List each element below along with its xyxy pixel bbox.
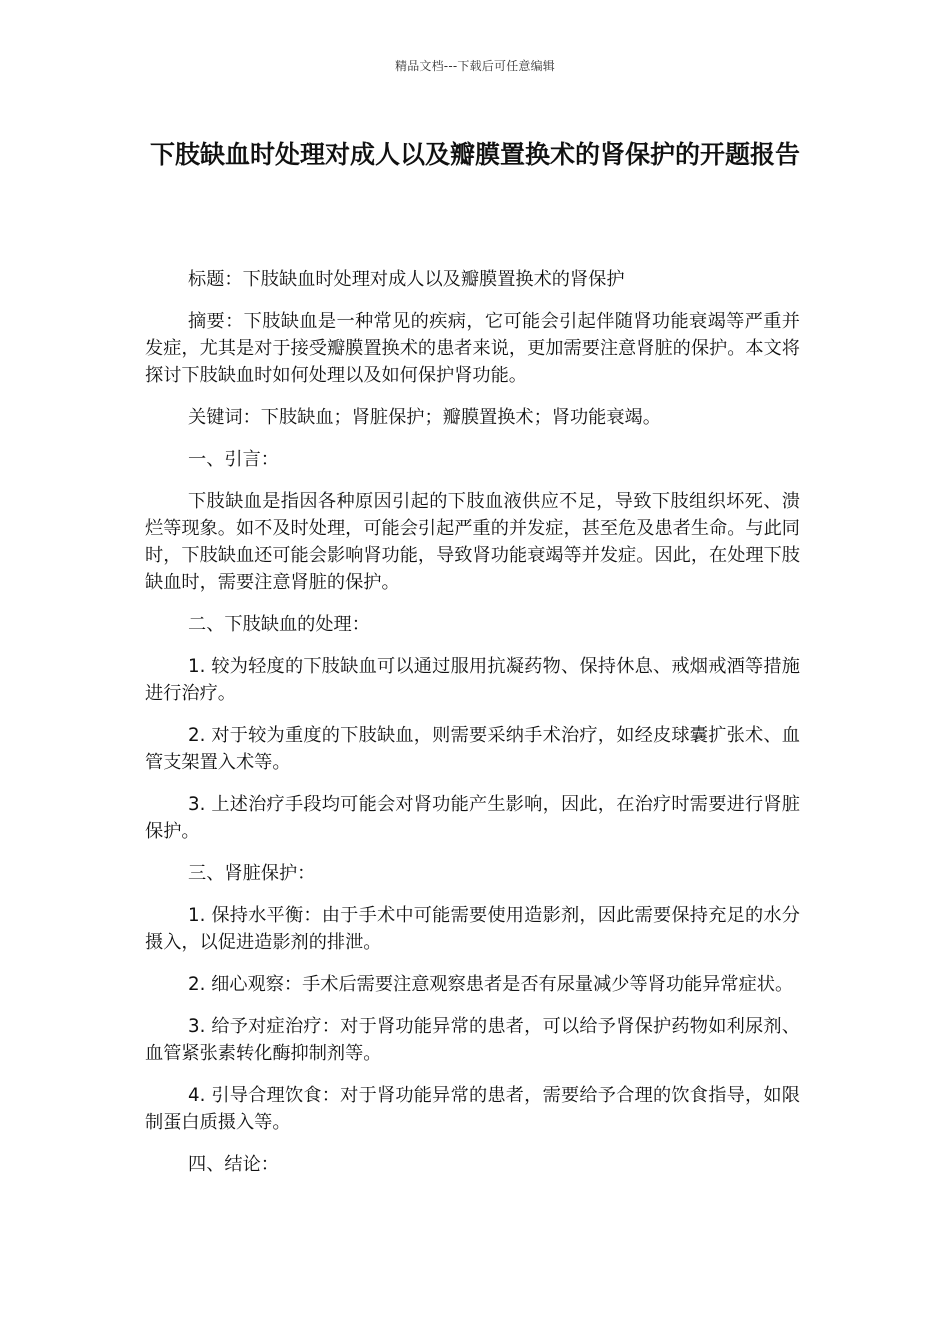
section-heading-conclusion: 四、结论： (188, 1154, 279, 1175)
section-heading-introduction: 一、引言： (188, 449, 279, 470)
document-title: 下肢缺血时处理对成人以及瓣膜置换术的肾保护的开题报告 (149, 140, 800, 169)
list-item-treatment-1: 1. 较为轻度的下肢缺血可以通过服用抗凝药物、保持休息、戒烟戒酒等措施进行治疗。 (145, 656, 800, 704)
list-item-treatment-3: 3. 上述治疗手段均可能会对肾功能产生影响，因此，在治疗时需要进行肾脏保护。 (145, 794, 800, 842)
list-item-treatment-2: 2. 对于较为重度的下肢缺血，则需要采纳手术治疗，如经皮球囊扩张术、血管支架置入术等。 (145, 725, 800, 773)
section-heading-kidney-protection: 三、肾脏保护： (188, 863, 316, 884)
list-item-protection-4: 4. 引导合理饮食：对于肾功能异常的患者，需要给予合理的饮食指导，如限制蛋白质摄入等。 (145, 1085, 800, 1133)
paragraph-introduction: 下肢缺血是指因各种原因引起的下肢血液供应不足，导致下肢组织坏死、溃烂等现象。如不及时处理，可能会引起严重的并发症，甚至危及患者生命。与此同时，下肢缺血还可能会影响肾功能，导致肾功能衰竭等并发症。因此，在处理下肢缺血时，需要注意肾脏的保护。 (145, 491, 800, 593)
list-item-protection-2: 2. 细心观察：手术后需要注意观察患者是否有尿量减少等肾功能异常症状。 (188, 974, 794, 995)
paragraph-title-line: 标题：下肢缺血时处理对成人以及瓣膜置换术的肾保护 (188, 269, 625, 290)
header-note: 精品文档---下载后可任意编辑 (395, 59, 555, 73)
paragraph-abstract: 摘要：下肢缺血是一种常见的疾病，它可能会引起伴随肾功能衰竭等严重并发症，尤其是对于接受瓣膜置换术的患者来说，更加需要注意肾脏的保护。本文将探讨下肢缺血时如何处理以及如何保护肾功能。 (145, 311, 800, 386)
list-item-protection-1: 1. 保持水平衡：由于手术中可能需要使用造影剂，因此需要保持充足的水分摄入，以促进造影剂的排泄。 (145, 905, 800, 953)
document-body (145, 266, 800, 1193)
list-item-protection-3: 3. 给予对症治疗：对于肾功能异常的患者，可以给予肾保护药物如利尿剂、血管紧张素转化酶抑制剂等。 (145, 1016, 800, 1064)
paragraph-keywords: 关键词：下肢缺血；肾脏保护；瓣膜置换术；肾功能衰竭。 (188, 407, 661, 428)
section-heading-treatment: 二、下肢缺血的处理： (188, 614, 370, 635)
